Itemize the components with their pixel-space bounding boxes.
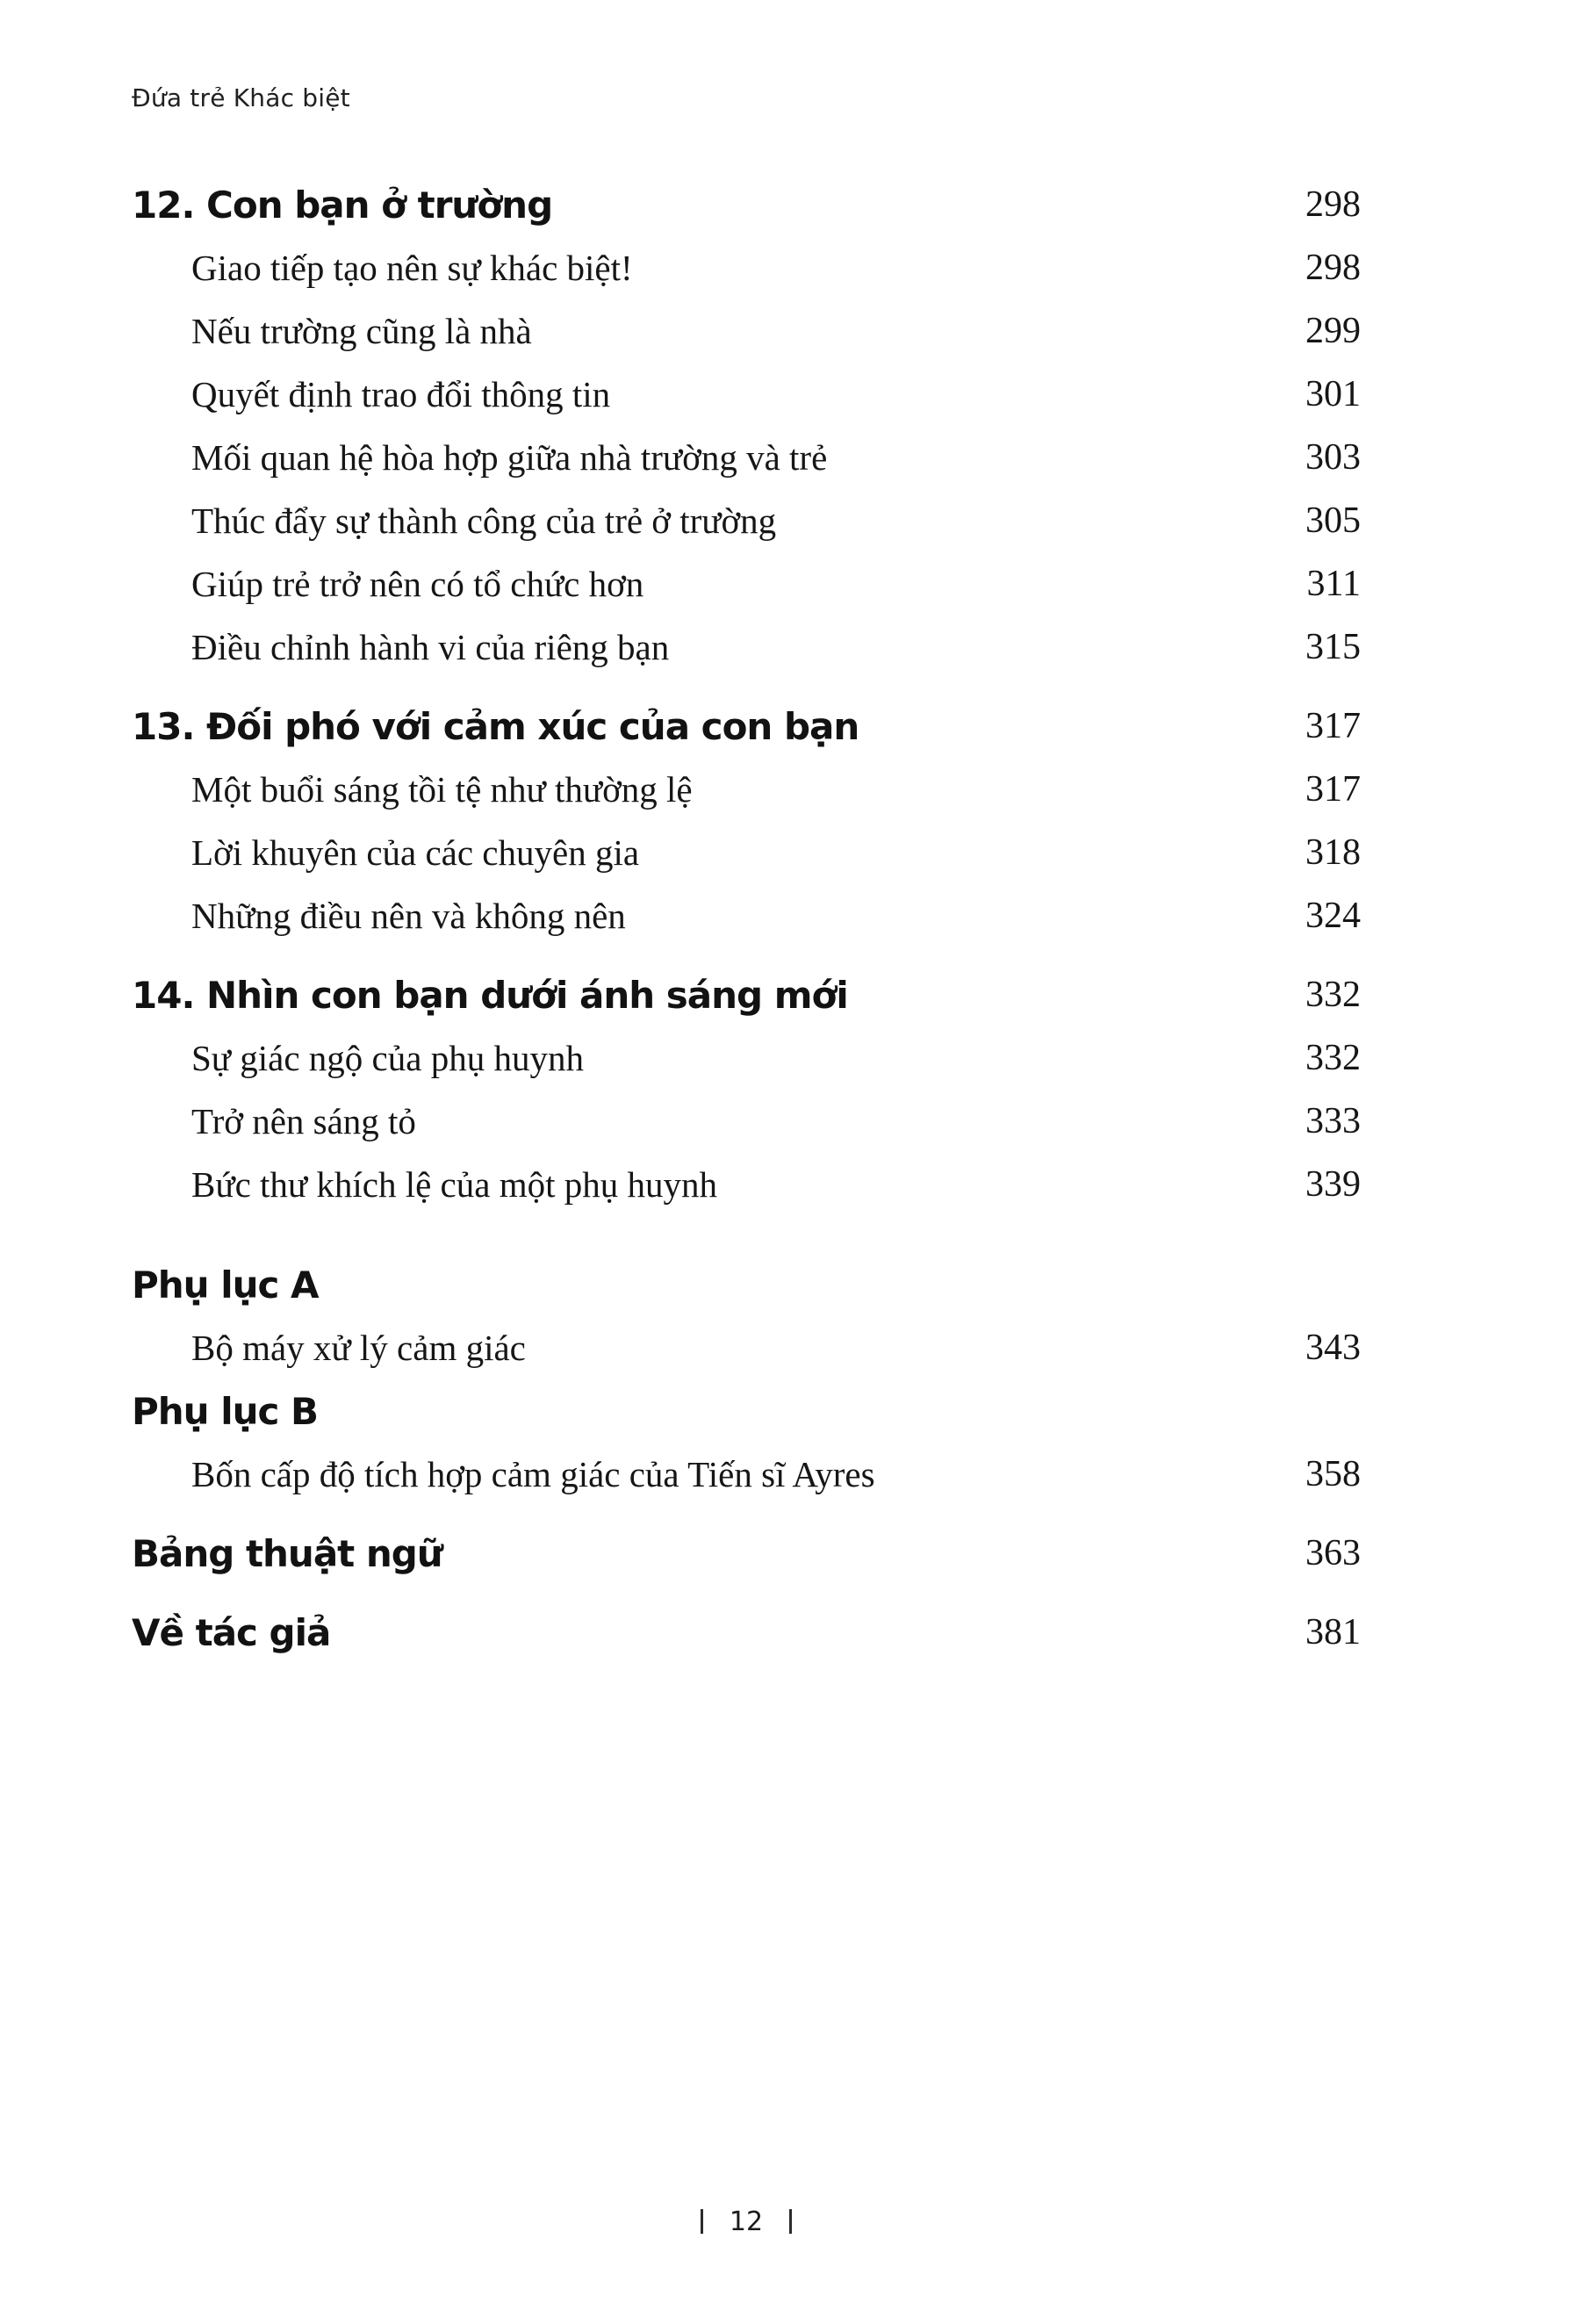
toc-entry-row [132, 299, 1361, 363]
entry-title: Quyết định trao đổi thông tin [191, 374, 611, 414]
toc-glossary-row [132, 1522, 1361, 1585]
entry-title: Lời khuyên của các chuyên gia [191, 832, 640, 873]
entry-title: Bộ máy xử lý cảm giác [191, 1328, 526, 1368]
footer-page-number: 12 [729, 2206, 764, 2237]
entry-page-number: 343 [1305, 1328, 1361, 1368]
toc-appendix-row [132, 1379, 1361, 1443]
toc-entry-row [132, 1443, 1361, 1506]
entry-title: Trở nên sáng tỏ [191, 1101, 416, 1141]
toc-entry-row [132, 1026, 1361, 1090]
glossary-title: Bảng thuật ngữ [132, 1531, 442, 1575]
toc-chapter-row [132, 173, 1361, 236]
entry-page-number: 358 [1305, 1454, 1361, 1494]
entry-title: Mối quan hệ hòa hợp giữa nhà trường và trẻ [191, 437, 828, 478]
chapter-title: 12. Con bạn ở trường [132, 183, 553, 227]
entry-page-number: 318 [1305, 832, 1361, 873]
toc-entry-row [132, 821, 1361, 884]
footer-divider-left [701, 2209, 703, 2234]
entry-title: Giao tiếp tạo nên sự khác biệt! [191, 248, 633, 288]
entry-page-number: 339 [1305, 1164, 1361, 1205]
entry-page-number: 324 [1305, 896, 1361, 936]
appendix-title: Phụ lục B [132, 1389, 319, 1433]
chapter-page-number: 332 [1305, 975, 1361, 1015]
toc-entry-row [132, 616, 1361, 679]
toc-entry-row [132, 1090, 1361, 1153]
entry-title: Điều chỉnh hành vi của riêng bạn [191, 627, 670, 667]
entry-title: Những điều nên và không nên [191, 896, 626, 936]
entry-title: Bốn cấp độ tích hợp cảm giác của Tiến sĩ Ayres [191, 1454, 875, 1494]
chapter-title: 13. Đối phó với cảm xúc của con bạn [132, 704, 859, 748]
chapter-title: 14. Nhìn con bạn dưới ánh sáng mới [132, 973, 848, 1017]
toc-entry-row [132, 363, 1361, 426]
toc-entry-row [132, 758, 1361, 821]
entry-page-number: 333 [1305, 1101, 1361, 1141]
toc-entry-row [132, 426, 1361, 489]
entry-title: Thúc đẩy sự thành công của trẻ ở trường [191, 500, 777, 541]
about-author-page-number: 381 [1305, 1612, 1361, 1652]
entry-title: Nếu trường cũng là nhà [191, 311, 532, 351]
appendix-title: Phụ lục A [132, 1263, 319, 1307]
entry-page-number: 298 [1305, 248, 1361, 288]
toc-entry-row [132, 489, 1361, 552]
entry-title: Một buổi sáng tồi tệ như thường lệ [191, 769, 693, 810]
entry-title: Giúp trẻ trở nên có tổ chức hơn [191, 564, 644, 604]
footer-divider-right [789, 2209, 792, 2234]
toc-about-author-row [132, 1601, 1361, 1664]
entry-title: Sự giác ngộ của phụ huynh [191, 1038, 584, 1078]
entry-page-number: 305 [1305, 500, 1361, 541]
entry-page-number: 299 [1305, 311, 1361, 351]
chapter-page-number: 317 [1305, 706, 1361, 746]
entry-page-number: 311 [1306, 564, 1361, 604]
page-number-footer [132, 2207, 1361, 2235]
entry-page-number: 315 [1305, 627, 1361, 667]
entry-page-number: 301 [1305, 374, 1361, 414]
glossary-page-number: 363 [1305, 1533, 1361, 1573]
running-header: Đứa trẻ Khác biệt [132, 83, 350, 112]
toc-entry-row [132, 1316, 1361, 1379]
chapter-page-number: 298 [1305, 184, 1361, 225]
toc-entry-row [132, 1153, 1361, 1216]
about-author-title: Về tác giả [132, 1610, 331, 1654]
toc-entry-row [132, 236, 1361, 299]
toc-appendix-row [132, 1253, 1361, 1316]
toc-entry-row [132, 884, 1361, 947]
table-of-contents [132, 173, 1361, 1664]
toc-chapter-row [132, 963, 1361, 1026]
entry-page-number: 317 [1305, 769, 1361, 810]
entry-page-number: 303 [1305, 437, 1361, 478]
entry-page-number: 332 [1305, 1038, 1361, 1078]
toc-entry-row [132, 552, 1361, 616]
entry-title: Bức thư khích lệ của một phụ huynh [191, 1164, 717, 1205]
toc-chapter-row [132, 695, 1361, 758]
